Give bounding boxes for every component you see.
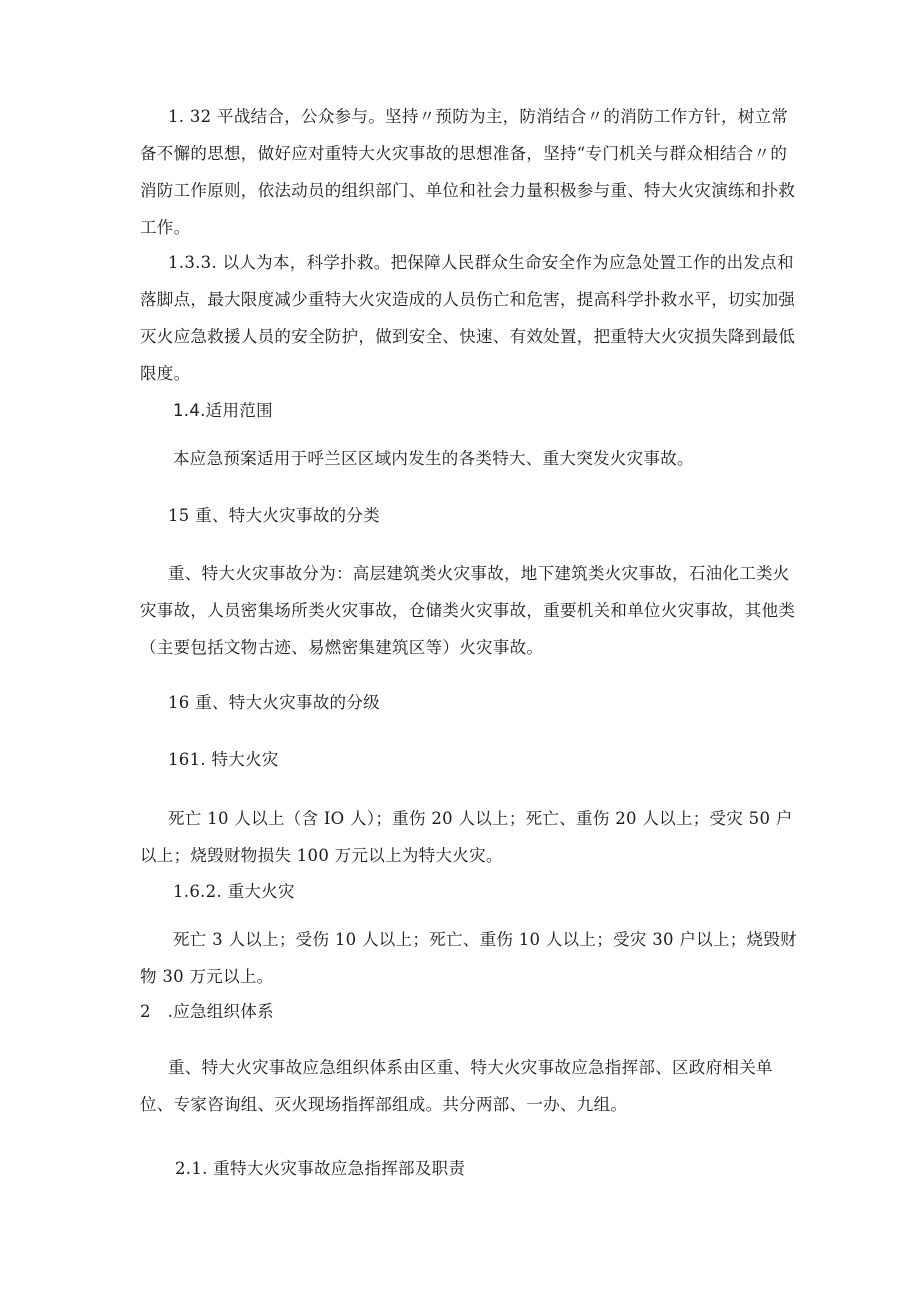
- paragraph-peacetime-wartime: 1. 32 平战结合，公众参与。坚持〃预防为主，防消结合〃的消防工作方针，树立常备不懈的思想，做好应对重特大火灾事故的思想准备，坚持“专门机关与群众相结合〃的消防工作原则，依法动员的组织部门、单位和社会力量积极参与重、特大火灾演练和扑救工作。: [140, 107, 796, 237]
- paragraph-people-first: 1.3.3. 以人为本，科学扑救。把保障人民群众生命安全作为应急处置工作的出发点和落脚点，最大限度减少重特大火灾造成的人员伤亡和危害，提高科学扑救水平，切实加强灭火应急救援人员的安全防护，做到安全、快速、有效处置，把重特大火灾损失降到最低限度。: [140, 253, 796, 383]
- heading-serious-fire: 1.6.2. 重大火灾: [173, 882, 295, 901]
- heading-scope: 1.4.适用范围: [173, 401, 273, 420]
- heading-grading: 16 重、特大火灾事故的分级: [168, 693, 380, 712]
- heading-command-headquarters: 2.1. 重特大火灾事故应急指挥部及职责: [175, 1159, 466, 1178]
- heading-emergency-organization: 2 .应急组织体系: [140, 1002, 274, 1021]
- paragraph-emergency-organization: 重、特大火灾事故应急组织体系由区重、特大火灾事故应急指挥部、区政府相关单位、专家咨询组、灭火现场指挥部组成。共分两部、一办、九组。: [140, 1058, 773, 1114]
- paragraph-major-fire-criteria: 死亡 10 人以上（含 IO 人）；重伤 20 人以上；死亡、重伤 20 人以上；受灾 50 户以上；烧毁财物损失 100 万元以上为特大火灾。: [140, 809, 793, 865]
- paragraph-serious-fire-criteria: 死亡 3 人以上；受伤 10 人以上；死亡、重伤 10 人以上；受灾 30 户以上；烧毁财物 30 万元以上。: [140, 930, 797, 986]
- heading-major-fire: 161. 特大火灾: [168, 750, 279, 769]
- paragraph-classification: 重、特大火灾事故分为：高层建筑类火灾事故，地下建筑类火灾事故，石油化工类火灾事故，人员密集场所类火灾事故，仓储类火灾事故，重要机关和单位火灾事故，其他类（主要包括文物古迹、易燃密集建筑区等）火灾事故。: [140, 564, 796, 657]
- heading-classification: 15 重、特大火灾事故的分类: [168, 506, 380, 525]
- paragraph-scope: 本应急预案适用于呼兰区区域内发生的各类特大、重大突发火灾事故。: [173, 449, 694, 468]
